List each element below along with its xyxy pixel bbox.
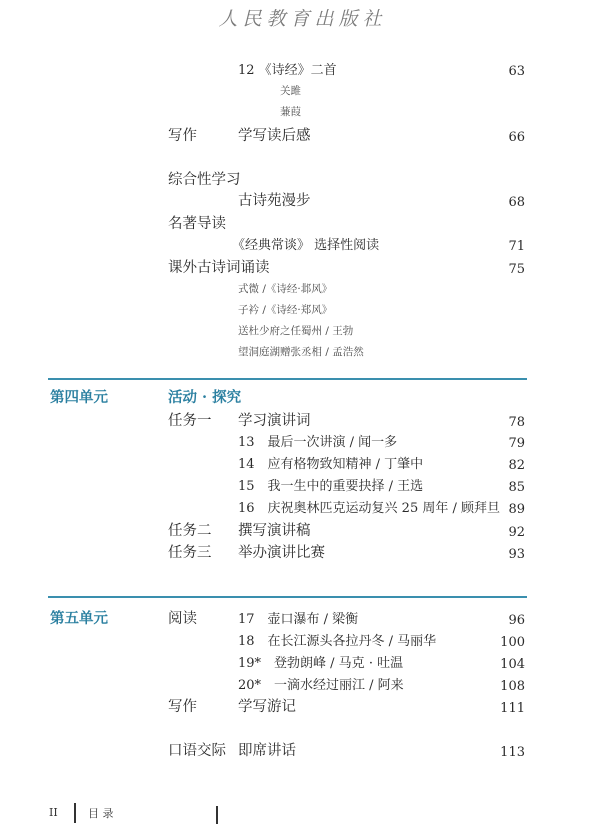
lesson-title[interactable]: 19* 登勃朗峰 / 马克 · 吐温	[238, 656, 404, 671]
oral-communication-title[interactable]: 即席讲话	[238, 743, 296, 759]
writing-page: 66	[508, 130, 525, 145]
classics-guide-page: 71	[508, 239, 525, 254]
task-3-label: 任务三	[168, 545, 212, 561]
unit-divider	[48, 378, 527, 380]
lesson-page: 79	[508, 436, 525, 451]
lesson-title[interactable]: 18 在长江源头各拉丹冬 / 马丽华	[238, 634, 437, 649]
unit-5-title[interactable]: 第五单元	[50, 610, 108, 627]
unit-4-title[interactable]: 第四单元	[50, 389, 108, 406]
extra-poem: 子衿 /《诗经·郑风》	[238, 304, 333, 316]
lesson-title[interactable]: 13 最后一次讲演 / 闻一多	[238, 435, 398, 450]
lesson-12-page: 63	[508, 64, 525, 79]
comprehensive-learning-title[interactable]: 古诗苑漫步	[238, 193, 311, 209]
classics-guide-title[interactable]: 《经典常谈》 选择性阅读	[232, 238, 380, 253]
lesson-title[interactable]: 20* 一滴水经过丽江 / 阿来	[238, 678, 404, 693]
writing-title[interactable]: 学写读后感	[238, 128, 311, 144]
lesson-page: 85	[508, 480, 525, 495]
lesson-page: 104	[500, 657, 525, 672]
classics-guide-label: 名著导读	[168, 216, 226, 232]
task-1-title[interactable]: 学习演讲词	[238, 413, 311, 429]
lesson-12-title[interactable]: 12 《诗经》二首	[238, 63, 337, 78]
lesson-title[interactable]: 17 壶口瀑布 / 梁衡	[238, 612, 359, 627]
reading-label: 阅读	[168, 611, 197, 627]
task-2-page: 92	[508, 525, 525, 540]
footer-divider	[216, 806, 218, 824]
oral-communication-label: 口语交际	[168, 743, 226, 759]
oral-communication-page: 113	[500, 745, 525, 760]
task-3-title[interactable]: 举办演讲比赛	[238, 545, 325, 561]
extra-poem: 送杜少府之任蜀州 / 王勃	[238, 325, 354, 337]
lesson-page: 82	[508, 458, 525, 473]
footer-divider	[74, 803, 76, 823]
unit-4-activity: 活动 · 探究	[168, 389, 242, 406]
extra-poems-label: 课外古诗词诵读	[168, 260, 270, 276]
unit-divider	[48, 596, 527, 598]
writing-page: 111	[500, 701, 525, 716]
task-1-label: 任务一	[168, 413, 212, 429]
footer-page-numeral: II	[49, 806, 58, 819]
extra-poem: 式微 /《诗经·邶风》	[238, 283, 333, 295]
lesson-title[interactable]: 14 应有格物致知精神 / 丁肇中	[238, 457, 424, 472]
task-1-page: 78	[508, 415, 525, 430]
publisher-logo: 人民教育出版社	[218, 8, 387, 30]
poem-jianjia: 蒹葭	[280, 106, 301, 118]
task-2-title[interactable]: 撰写演讲稿	[238, 523, 311, 539]
lesson-page: 100	[500, 635, 525, 650]
lesson-page: 89	[508, 502, 525, 517]
lesson-title[interactable]: 15 我一生中的重要抉择 / 王选	[238, 479, 424, 494]
lesson-page: 96	[508, 613, 525, 628]
writing-title[interactable]: 学写游记	[238, 699, 296, 715]
writing-label: 写作	[168, 699, 197, 715]
comprehensive-learning-label: 综合性学习	[168, 172, 241, 188]
extra-poem: 望洞庭湖赠张丞相 / 孟浩然	[238, 346, 364, 358]
comprehensive-learning-page: 68	[508, 195, 525, 210]
poem-guanju: 关雎	[280, 85, 301, 97]
task-2-label: 任务二	[168, 523, 212, 539]
footer-section-label: 目 录	[88, 807, 114, 820]
task-3-page: 93	[508, 547, 525, 562]
lesson-title[interactable]: 16 庆祝奥林匹克运动复兴 25 周年 / 顾拜旦	[238, 501, 500, 516]
extra-poems-page: 75	[508, 262, 525, 277]
writing-label: 写作	[168, 128, 197, 144]
lesson-page: 108	[500, 679, 525, 694]
